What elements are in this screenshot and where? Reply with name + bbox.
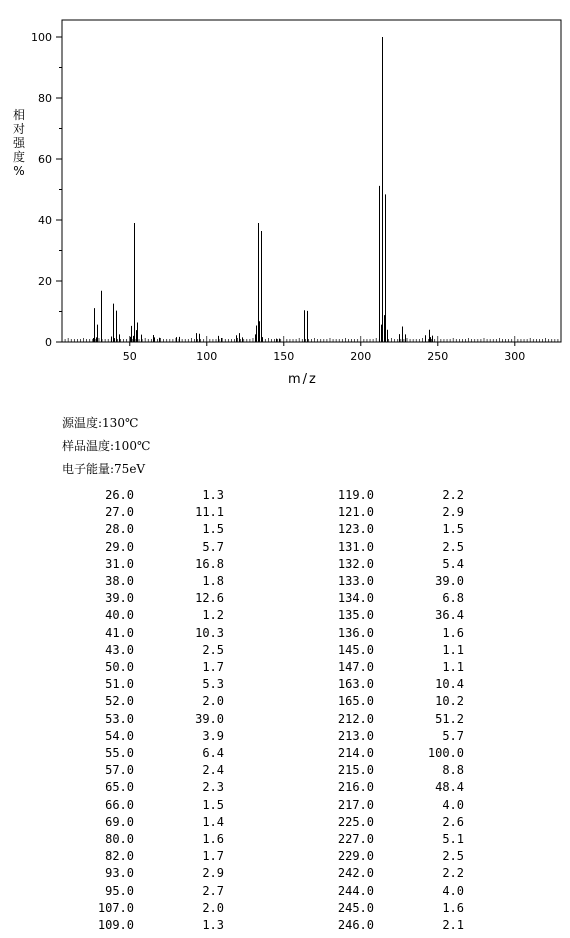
intensity-cell: 2.6 [442,814,464,829]
table-row [0,626,570,640]
mz-cell: 93.0 [105,866,134,881]
intensity-cell: 1.7 [202,660,224,674]
intensity-cell: 2.2 [442,488,464,502]
mz-cell: 213.0 [337,728,374,743]
x-tick-label: 150 [273,350,295,363]
intensity-cell: 1.7 [202,849,224,864]
mz-cell: 163.0 [337,677,374,692]
mz-cell: 215.0 [337,763,374,778]
mz-cell: 69.0 [105,814,134,829]
mz-cell: 109.0 [97,918,134,932]
table-row [0,574,570,588]
intensity-cell: 11.1 [195,505,224,520]
mz-cell: 119.0 [337,488,374,502]
intensity-cell: 1.5 [202,797,224,812]
intensity-cell: 2.3 [202,780,224,795]
mz-cell: 40.0 [105,608,134,623]
mz-cell: 51.0 [105,677,134,692]
intensity-cell: 1.5 [442,522,464,537]
intensity-cell: 1.6 [202,832,224,846]
intensity-cell: 10.4 [435,677,464,692]
intensity-cell: 5.1 [442,832,464,846]
y-axis-label-char: 强 [12,136,25,150]
mz-cell: 216.0 [337,780,374,795]
intensity-cell: 10.3 [195,625,224,640]
table-row [0,918,570,932]
intensity-cell: 4.0 [442,797,464,812]
mz-cell: 245.0 [337,900,374,915]
intensity-cell: 2.7 [202,883,224,898]
intensity-cell: 36.4 [435,608,464,623]
mz-cell: 132.0 [337,556,374,571]
spectrum-plot [0,0,570,400]
mz-cell: 244.0 [337,883,374,898]
mz-cell: 53.0 [105,711,134,726]
table-row [0,832,570,846]
table-row [0,488,570,502]
mz-cell: 27.0 [105,505,134,520]
mz-cell: 38.0 [105,574,134,588]
table-row [0,729,570,743]
intensity-cell: 39.0 [195,711,224,726]
mz-cell: 107.0 [97,900,134,915]
table-row [0,901,570,915]
mz-cell: 80.0 [105,832,134,846]
mz-cell: 131.0 [337,539,374,554]
table-row [0,591,570,605]
table-row [0,884,570,898]
x-tick-label: 50 [122,350,137,363]
mz-cell: 41.0 [105,625,134,640]
mz-cell: 57.0 [105,763,134,778]
table-row [0,815,570,829]
sample-temperature: 样品温度:100℃ [62,439,151,453]
intensity-cell: 1.3 [202,488,224,502]
mz-cell: 29.0 [105,539,134,554]
mz-cell: 65.0 [105,780,134,795]
intensity-cell: 2.5 [442,849,464,864]
intensity-cell: 12.6 [195,591,224,606]
intensity-cell: 1.5 [202,522,224,537]
intensity-cell: 48.4 [435,780,464,795]
y-axis-label [10,108,28,178]
intensity-cell: 100.0 [427,746,464,760]
mz-cell: 145.0 [337,642,374,657]
mz-cell: 26.0 [105,488,134,502]
y-axis-label-char: 对 [12,122,25,136]
intensity-cell: 4.0 [442,883,464,898]
intensity-cell: 1.8 [202,574,224,588]
x-tick-label: 100 [196,350,218,363]
x-tick-label: 300 [504,350,526,363]
y-axis-label-char: 度 [12,150,25,164]
table-row [0,746,570,760]
y-axis-label-char: % [13,164,25,178]
intensity-cell: 3.9 [202,728,224,743]
intensity-cell: 2.4 [202,763,224,778]
plot-frame [62,20,561,342]
mz-cell: 136.0 [337,625,374,640]
intensity-cell: 2.0 [202,694,224,709]
mz-cell: 214.0 [337,746,374,760]
x-tick-label: 200 [350,350,372,363]
table-row [0,712,570,726]
mz-cell: 229.0 [337,849,374,864]
y-tick-label: 40 [38,214,52,227]
mz-cell: 43.0 [105,642,134,657]
table-row [0,505,570,519]
mz-cell: 54.0 [105,728,134,743]
intensity-cell: 1.4 [202,814,224,829]
mz-cell: 212.0 [337,711,374,726]
y-tick-label: 0 [45,336,52,349]
mz-cell: 95.0 [105,883,134,898]
electron-energy: 电子能量:75eV [62,462,146,476]
mz-cell: 135.0 [337,608,374,623]
intensity-cell: 51.2 [435,711,464,726]
mz-cell: 133.0 [337,574,374,588]
intensity-cell: 16.8 [195,556,224,571]
intensity-cell: 5.3 [202,677,224,692]
table-row [0,798,570,812]
mz-cell: 66.0 [105,797,134,812]
y-tick-label: 20 [38,275,52,288]
table-row [0,763,570,777]
intensity-cell: 1.3 [202,918,224,932]
table-row [0,540,570,554]
intensity-cell: 1.1 [442,660,464,674]
source-temperature: 源温度:130℃ [62,416,139,430]
intensity-cell: 1.1 [442,642,464,657]
intensity-cell: 6.4 [202,746,224,760]
intensity-cell: 1.2 [202,608,224,623]
table-row [0,780,570,794]
table-row [0,677,570,691]
mass-spectrum-chart [0,0,570,400]
mz-cell: 52.0 [105,694,134,709]
mz-cell: 121.0 [337,505,374,520]
mz-cell: 82.0 [105,849,134,864]
mz-cell: 28.0 [105,522,134,537]
intensity-cell: 5.7 [202,539,224,554]
mz-cell: 39.0 [105,591,134,606]
table-row [0,694,570,708]
y-tick-label: 60 [38,153,52,166]
x-axis-label: m/z [288,372,318,387]
mz-cell: 217.0 [337,797,374,812]
table-row [0,660,570,674]
table-row [0,849,570,863]
intensity-cell: 5.4 [442,556,464,571]
table-row [0,522,570,536]
mz-cell: 227.0 [337,832,374,846]
mz-cell: 246.0 [337,918,374,932]
mz-cell: 55.0 [105,746,134,760]
intensity-cell: 2.0 [202,900,224,915]
intensity-cell: 2.5 [202,642,224,657]
mz-cell: 123.0 [337,522,374,537]
intensity-cell: 8.8 [442,763,464,778]
y-tick-label: 100 [31,31,52,44]
mz-cell: 165.0 [337,694,374,709]
intensity-cell: 39.0 [435,574,464,588]
intensity-cell: 1.6 [442,625,464,640]
intensity-cell: 6.8 [442,591,464,606]
y-tick-label: 80 [38,92,52,105]
intensity-cell: 2.5 [442,539,464,554]
table-row [0,608,570,622]
mz-cell: 31.0 [105,556,134,571]
intensity-cell: 5.7 [442,728,464,743]
intensity-cell: 2.9 [442,505,464,520]
intensity-cell: 2.9 [202,866,224,881]
mz-cell: 242.0 [337,866,374,881]
x-tick-label: 250 [427,350,449,363]
mz-cell: 134.0 [337,591,374,606]
intensity-cell: 10.2 [435,694,464,709]
mz-cell: 147.0 [337,660,374,674]
table-row [0,557,570,571]
mz-cell: 225.0 [337,814,374,829]
intensity-cell: 2.1 [442,918,464,932]
table-row [0,643,570,657]
mz-cell: 50.0 [105,660,134,674]
y-axis-label-char: 相 [12,108,25,122]
intensity-cell: 2.2 [442,866,464,881]
table-row [0,866,570,880]
intensity-cell: 1.6 [442,900,464,915]
